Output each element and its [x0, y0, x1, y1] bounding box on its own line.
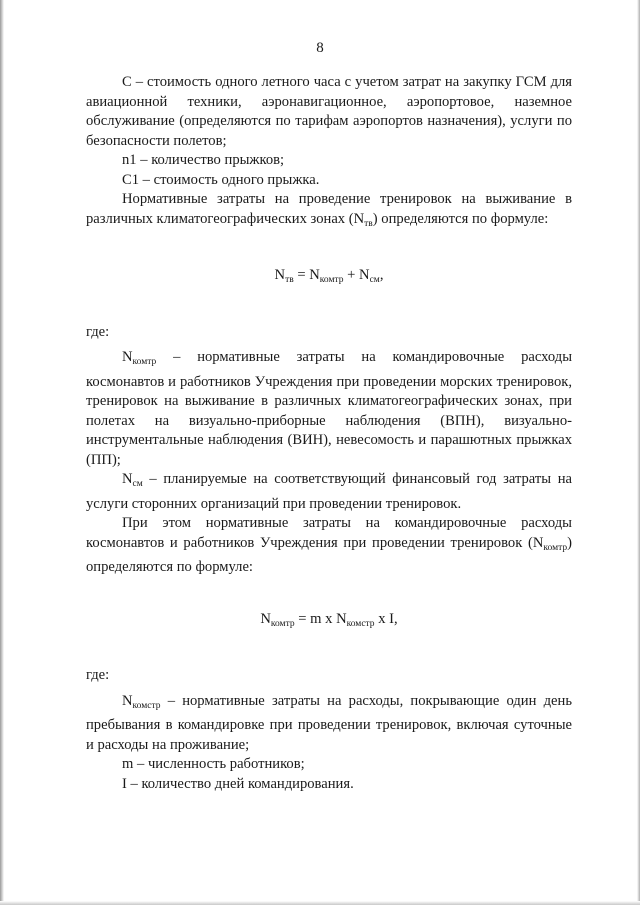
formula-ntv-plus: + N [343, 267, 370, 283]
formula-nkomtr [86, 610, 572, 635]
definition-nkomstr [86, 692, 572, 756]
formula-ntv-end: , [379, 267, 384, 283]
formula-ntv-symbol: N [274, 267, 286, 283]
formula-ntv-equals: = N [293, 267, 320, 283]
travel-intro-subscript: комтр [543, 542, 568, 553]
paragraph-c-definition: С – стоимость одного летного часа с учетом затрат на закупку ГСМ для авиационной техники, аэронавигационное, аэропортовое, наземное обслуживание (определяются по тарифам аэропортов назначения), услуги по безопасности полетов; [86, 74, 572, 149]
formula-nkomtr-equals: = m x N [294, 610, 347, 627]
nkomstr-symbol: N [122, 692, 133, 709]
formula-nkomtr-end: x I, [374, 610, 398, 627]
definition-i: I – количество дней командирования. [122, 775, 354, 792]
definition-nkomtr [86, 348, 572, 470]
travel-intro-tail: ) определяются по формуле: [86, 534, 572, 575]
document-body [86, 73, 572, 794]
definition-nsm [86, 470, 572, 514]
nsm-symbol: N [122, 471, 133, 487]
formula-nkomtr-symbol: N [260, 610, 271, 627]
paragraph-travel-costs-intro [86, 514, 572, 578]
definition-m: m – численность работников; [122, 756, 305, 772]
formula-nkomtr-sub-komstr: комстр [346, 618, 375, 629]
where-label-2: где: [86, 667, 110, 683]
nsm-text: – планируемые на соответствующий финансовый год затраты на услуги сторонних организаций при проведении тренировок. [86, 471, 572, 512]
formula-ntv [86, 266, 572, 291]
formula-nkomtr-sub-komtr: комтр [270, 618, 295, 629]
ntv-intro-text: Нормативные затраты на проведение тренировок на выживание в различных климатогеографических зонах (N [86, 191, 572, 227]
scan-edge-bottom [0, 901, 640, 905]
page-number: 8 [316, 40, 324, 56]
formula-ntv-sub-sm: см [369, 275, 380, 285]
paragraph-c1-definition: С1 – стоимость одного прыжка. [122, 171, 320, 188]
ntv-intro-tail: ) определяются по формуле: [372, 210, 549, 227]
nkomstr-subscript: комстр [132, 700, 161, 711]
where-label-1: где: [86, 323, 110, 340]
paragraph-ntv-intro [86, 190, 572, 234]
paragraph-n1-definition: n1 – количество прыжков; [122, 152, 285, 168]
nkomtr-symbol: N [122, 349, 133, 365]
travel-intro-text: При этом нормативные затраты на командировочные расходы космонавтов и работников Учреждения при проведении тренировок (N [86, 515, 572, 551]
nkomstr-text: – нормативные затраты на расходы, покрывающие один день пребывания в командировке при проведении тренировок, включая суточные и расходы на проживание; [86, 692, 572, 753]
ntv-intro-subscript: тв [364, 218, 373, 229]
formula-ntv-sub-komtr: комтр [319, 275, 344, 285]
nkomtr-text: – нормативные затраты на командировочные расходы космонавтов и работников Учреждения при проведении морских тренировок, тренировок на выживание в различных климатогеографических зонах, при полетах на визуально-приборные наблюдения (ВПН), визуально-инструментальные наблюдения (ВИН), невесомость и парашютных прыжках (ПП); [86, 349, 572, 468]
scan-edge-left [0, 0, 4, 905]
nsm-subscript: см [132, 479, 143, 489]
nkomtr-subscript: комтр [132, 357, 157, 367]
formula-ntv-sub-tv: тв [285, 275, 294, 285]
